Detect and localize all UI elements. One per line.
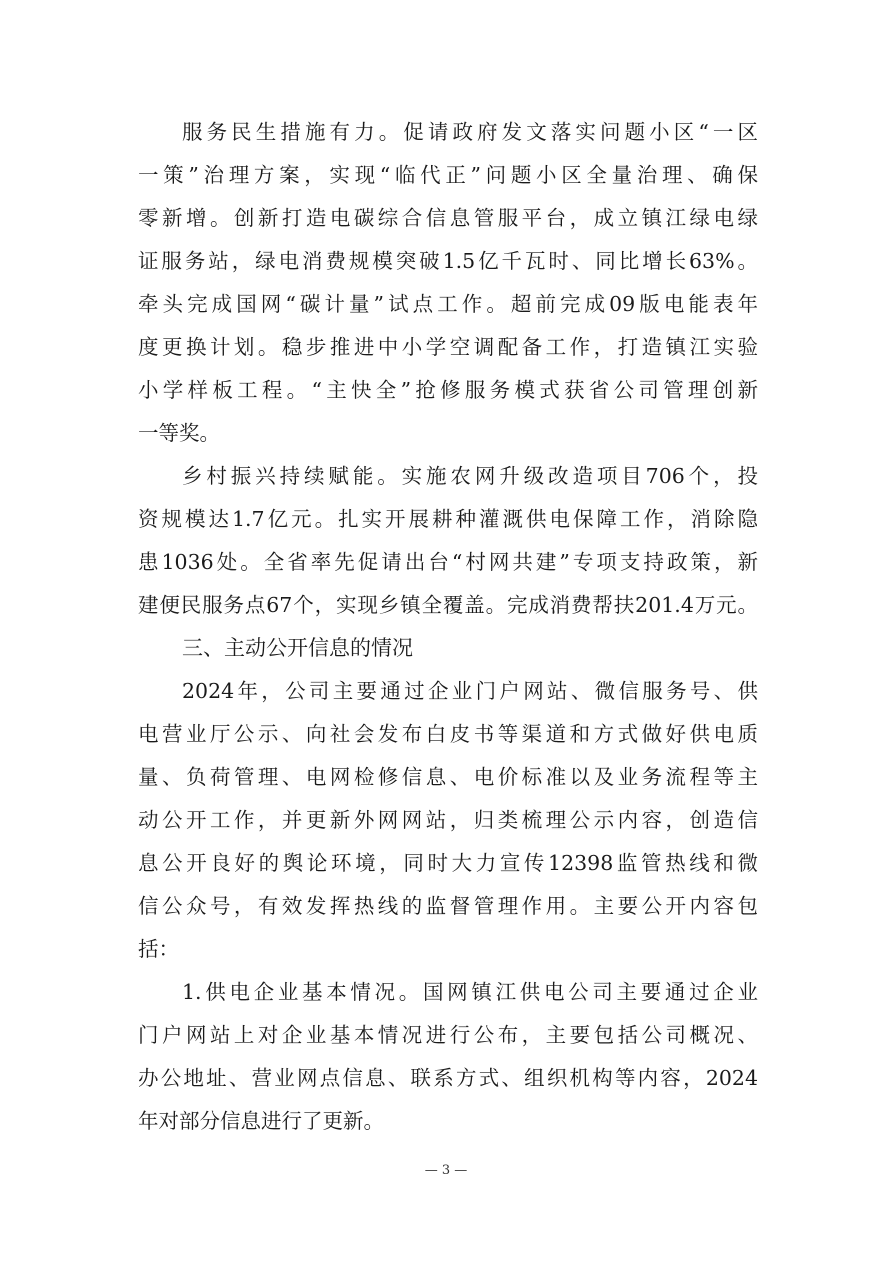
- paragraph-2-line-4: 建便民服务点67个，实现乡镇全覆盖。完成消费帮扶201.4万元。: [138, 593, 758, 617]
- paragraph-2-line-2: 资规模达1.7亿元。扎实开展耕种灌溉供电保障工作，消除隐: [138, 507, 758, 531]
- paragraph-1-line-1: 服务民生措施有力。促请政府发文落实问题小区“一区: [182, 120, 758, 144]
- paragraph-3-line-5: 息公开良好的舆论环境，同时大力宣传12398监管热线和微: [138, 851, 758, 875]
- paragraph-3-line-7: 括：: [138, 937, 179, 961]
- paragraph-3-line-6: 信公众号，有效发挥热线的监督管理作用。主要公开内容包: [138, 894, 758, 918]
- paragraph-1-line-6: 度更换计划。稳步推进中小学空调配备工作，打造镇江实验: [138, 335, 758, 359]
- paragraph-2-line-3: 患1036处。全省率先促请出台“村网共建”专项支持政策，新: [138, 550, 758, 574]
- paragraph-3-line-4: 动公开工作，并更新外网网站，归类梳理公示内容，创造信: [138, 808, 758, 832]
- page-number: — 3 —: [424, 1163, 468, 1178]
- paragraph-4-line-3: 办公地址、营业网点信息、联系方式、组织机构等内容，2024: [138, 1066, 758, 1090]
- paragraph-3-line-3: 量、负荷管理、电网检修信息、电价标准以及业务流程等主: [138, 765, 758, 789]
- paragraph-3-line-2: 电营业厅公示、向社会发布白皮书等渠道和方式做好供电质: [138, 722, 758, 746]
- paragraph-1-line-8: 一等奖。: [138, 421, 220, 445]
- paragraph-1-line-4: 证服务站，绿电消费规模突破1.5亿千瓦时、同比增长63%。: [138, 249, 758, 273]
- paragraph-1-line-2: 一策”治理方案，实现“临代正”问题小区全量治理、确保: [138, 163, 758, 187]
- paragraph-1-line-7: 小学样板工程。“主快全”抢修服务模式获省公司管理创新: [138, 378, 758, 402]
- paragraph-4-line-2: 门户网站上对企业基本情况进行公布，主要包括公司概况、: [138, 1023, 758, 1047]
- paragraph-3-line-1: 2024年，公司主要通过企业门户网站、微信服务号、供: [182, 679, 758, 703]
- paragraph-1-line-5: 牵头完成国网“碳计量”试点工作。超前完成09版电能表年: [138, 292, 758, 316]
- paragraph-4-line-4: 年对部分信息进行了更新。: [138, 1109, 384, 1133]
- paragraph-4-line-1: 1.供电企业基本情况。国网镇江供电公司主要通过企业: [182, 980, 758, 1004]
- paragraph-2-line-1: 乡村振兴持续赋能。实施农网升级改造项目706个，投: [182, 464, 758, 488]
- paragraph-1-line-3: 零新增。创新打造电碳综合信息管服平台，成立镇江绿电绿: [138, 206, 758, 230]
- section-heading: 三、主动公开信息的情况: [182, 636, 413, 660]
